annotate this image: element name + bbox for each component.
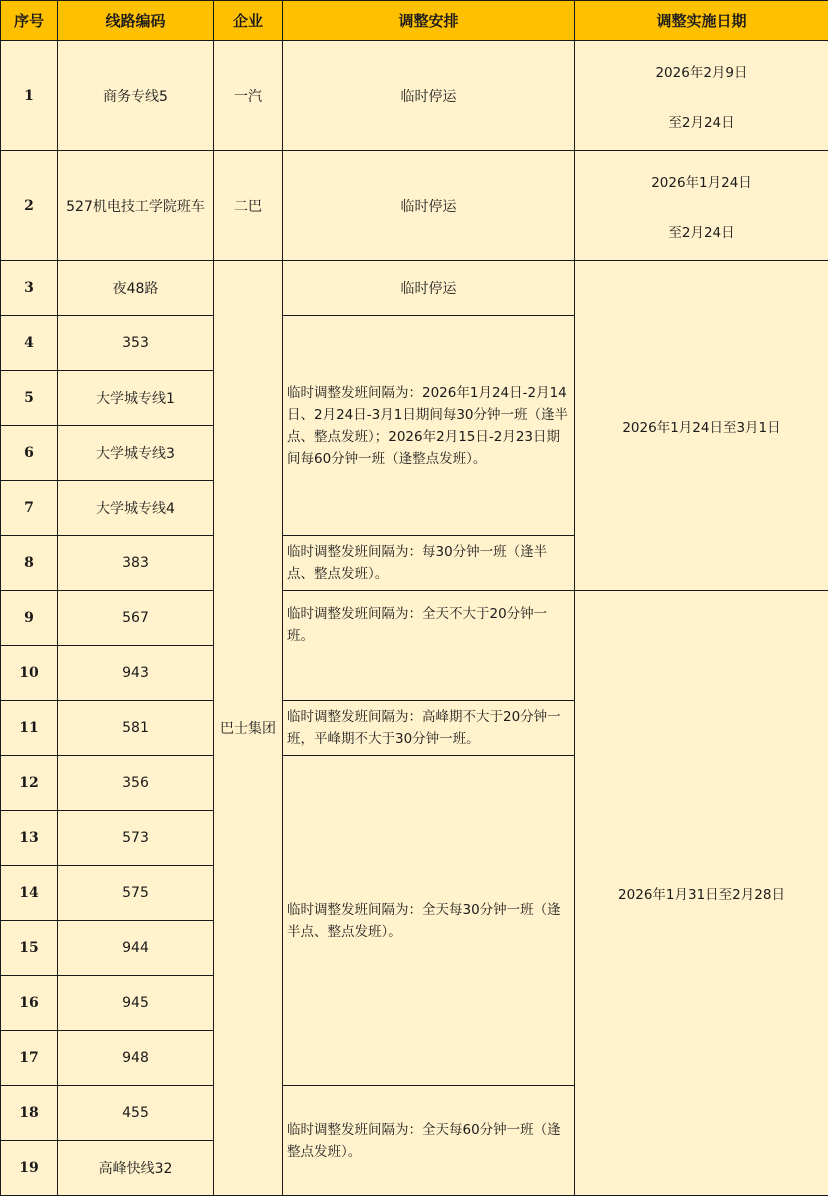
table-row: [1, 591, 828, 646]
company-cell: 巴士集团: [214, 261, 283, 1196]
plan-cell: 临时调整发班间隔为：全天每60分钟一班（逢整点发班）。: [283, 1086, 575, 1196]
date-cell: [575, 151, 828, 261]
route-code: 大学城专线3: [58, 426, 214, 481]
route-code: 527机电技工学院班车: [58, 151, 214, 261]
table-row: [1, 41, 828, 151]
route-code: 944: [58, 921, 214, 976]
date-cell: 2026年1月24日至3月1日: [575, 261, 828, 591]
route-code: 581: [58, 701, 214, 756]
row-seq: 7: [1, 481, 58, 536]
plan-cell: 临时调整发班间隔为：2026年1月24日-2月14日、2月24日-3月1日期间每30分钟一班（逢半点、整点发班）；2026年2月15日-2月23日期间每60分钟一班（逢整点发班）。: [283, 316, 575, 536]
row-seq: 4: [1, 316, 58, 371]
row-seq: 1: [1, 41, 58, 151]
row-seq: 13: [1, 811, 58, 866]
plan-cell: 临时调整发班间隔为：每30分钟一班（逢半点、整点发班）。: [283, 536, 575, 591]
row-seq: 10: [1, 646, 58, 701]
row-seq: 5: [1, 371, 58, 426]
route-code: 945: [58, 976, 214, 1031]
plan-cell: 临时停运: [283, 261, 575, 316]
plan-cell: 临时停运: [283, 151, 575, 261]
table-row: [1, 261, 828, 316]
header-adjustment-plan: 调整安排: [283, 1, 575, 41]
plan-cell: 临时调整发班间隔为：高峰期不大于20分钟一班，平峰期不大于30分钟一班。: [283, 701, 575, 756]
row-seq: 14: [1, 866, 58, 921]
route-code: 大学城专线1: [58, 371, 214, 426]
date-start: 2026年2月9日: [575, 61, 828, 81]
row-seq: 15: [1, 921, 58, 976]
table-row: [1, 151, 828, 261]
date-end: 至2月24日: [575, 221, 828, 241]
row-seq: 17: [1, 1031, 58, 1086]
route-code: 大学城专线4: [58, 481, 214, 536]
company-cell: 一汽: [214, 41, 283, 151]
row-seq: 2: [1, 151, 58, 261]
route-code: 567: [58, 591, 214, 646]
route-code: 夜48路: [58, 261, 214, 316]
date-start: 2026年1月24日: [575, 171, 828, 191]
header-row: [1, 1, 828, 41]
route-code: 575: [58, 866, 214, 921]
row-seq: 9: [1, 591, 58, 646]
row-seq: 16: [1, 976, 58, 1031]
date-cell: 2026年1月31日至2月28日: [575, 591, 828, 1196]
header-seq: 序号: [1, 1, 58, 41]
route-code: 356: [58, 756, 214, 811]
route-code: 573: [58, 811, 214, 866]
route-code: 353: [58, 316, 214, 371]
row-seq: 11: [1, 701, 58, 756]
header-implementation-date: 调整实施日期: [575, 1, 828, 41]
row-seq: 3: [1, 261, 58, 316]
route-code: 455: [58, 1086, 214, 1141]
date-cell: [575, 41, 828, 151]
route-code: 943: [58, 646, 214, 701]
company-cell: 二巴: [214, 151, 283, 261]
row-seq: 6: [1, 426, 58, 481]
row-seq: 8: [1, 536, 58, 591]
plan-cell: 临时调整发班间隔为：全天不大于20分钟一班。: [283, 591, 575, 701]
plan-cell: 临时停运: [283, 41, 575, 151]
route-code: 383: [58, 536, 214, 591]
route-code: 商务专线5: [58, 41, 214, 151]
row-seq: 18: [1, 1086, 58, 1141]
header-route-code: 线路编码: [58, 1, 214, 41]
row-seq: 12: [1, 756, 58, 811]
row-seq: 19: [1, 1141, 58, 1196]
route-code: 高峰快线32: [58, 1141, 214, 1196]
date-end: 至2月24日: [575, 111, 828, 131]
route-code: 948: [58, 1031, 214, 1086]
plan-cell: 临时调整发班间隔为：全天每30分钟一班（逢半点、整点发班）。: [283, 756, 575, 1086]
header-company: 企业: [214, 1, 283, 41]
